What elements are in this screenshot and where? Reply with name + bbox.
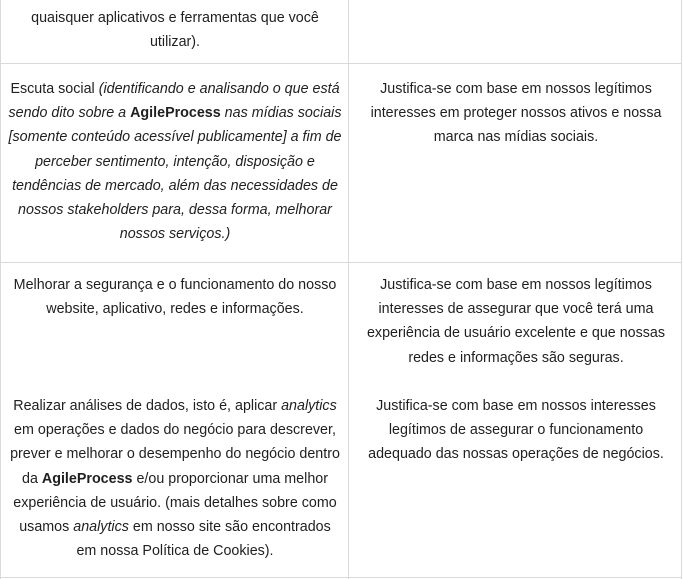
activity-cell-line: utilizar). — [149, 34, 201, 51]
activity-text: Realizar análises de dados, isto é, aplicar — [13, 398, 282, 414]
basis-cell: Justifica-se com base em nossos interesses legítimos de assegurar o funcionamento adequado das nossas operações de negócios. — [368, 398, 664, 463]
brand-name: AgileProcess — [41, 470, 133, 487]
activity-italic: nas mídias sociais [somente conteúdo acessível publicamente] a fim de perceber sentimento, intenção, disposição e tendências de mercado, além das necessidades de nossos stakeholders para, dessa forma, melhorar nossos serviços.) — [8, 105, 342, 243]
activity-prefix: Escuta social — [10, 81, 99, 97]
basis-cell: Justifica-se com base em nossos legítimos interesses de assegurar que você terá uma experiência de usuário excelente e que nossas redes e informações são seguras. — [366, 277, 666, 366]
row-divider — [0, 262, 682, 263]
table-row — [8, 6, 342, 54]
table-border-right — [681, 0, 682, 579]
row-divider — [0, 63, 682, 64]
activity-italic: analytics — [281, 398, 337, 414]
table-column-divider — [348, 0, 349, 579]
table-border-bottom — [0, 577, 682, 578]
activity-cell-line: quaisquer aplicativos e ferramentas que você — [31, 10, 319, 26]
activity-cell — [8, 394, 342, 563]
table-border-left — [0, 0, 1, 579]
activity-text: e/ou proporcionar uma melhor experiência de usuário. (mais detalhes sobre como usamos — [13, 470, 337, 536]
activity-cell: Melhorar a segurança e o funcionamento do nosso website, aplicativo, redes e informações. — [13, 277, 337, 318]
brand-name: AgileProcess — [130, 105, 221, 122]
activity-italic: analytics — [73, 519, 129, 536]
basis-cell: Justifica-se com base em nossos legítimos interesses em proteger nossos ativos e nossa marca nas mídias sociais. — [370, 81, 662, 146]
activity-italic: (identificando e analisando o que está sendo dito sobre a — [8, 81, 340, 122]
activity-text: em nosso site são encontrados em nossa Política de Cookies). — [76, 519, 331, 560]
activity-text: em operações e dados do negócio para descrever, prever e melhorar o desempenho do negócio dentro da — [10, 422, 340, 487]
activity-cell — [8, 77, 342, 246]
